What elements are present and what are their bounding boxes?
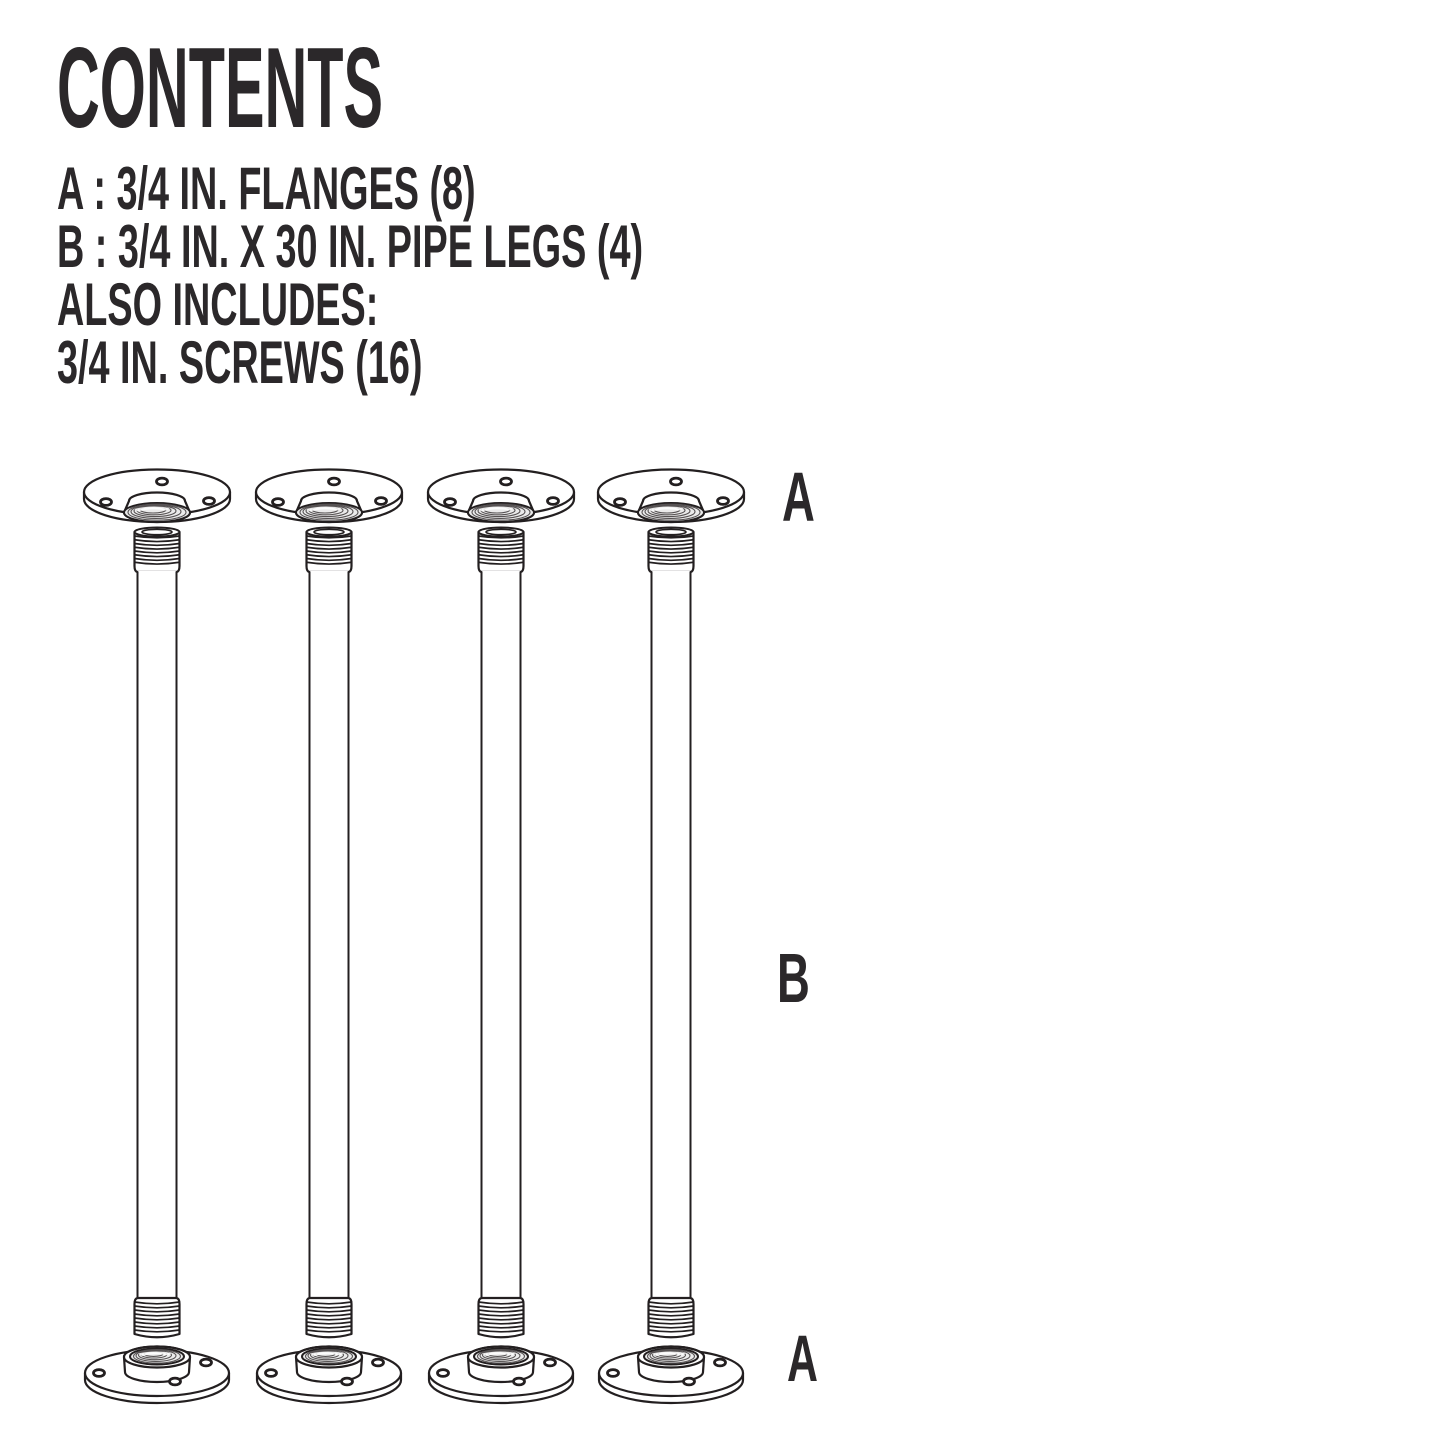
pipe-leg-illustration-2: [256, 470, 402, 1404]
pipe-legs-diagram: [0, 455, 900, 1445]
parts-list-item-screws: 3/4 IN. SCREWS (16): [57, 329, 423, 396]
page-title: CONTENTS: [57, 25, 384, 152]
diagram-label-flange-top: A: [782, 458, 815, 536]
pipe-leg-illustration-3: [428, 470, 574, 1404]
parts-list-also-includes: ALSO INCLUDES:: [57, 271, 379, 338]
pipe-leg-illustration-1: [84, 470, 230, 1404]
parts-list: [57, 155, 644, 396]
pipe-leg-illustration-4: [598, 470, 744, 1404]
diagram-label-pipe: B: [777, 939, 810, 1017]
parts-list-item-b: B : 3/4 IN. X 30 IN. PIPE LEGS (4): [57, 213, 644, 280]
diagram-label-flange-bottom: A: [787, 1321, 818, 1395]
parts-list-item-a: A : 3/4 IN. FLANGES (8): [57, 155, 476, 222]
